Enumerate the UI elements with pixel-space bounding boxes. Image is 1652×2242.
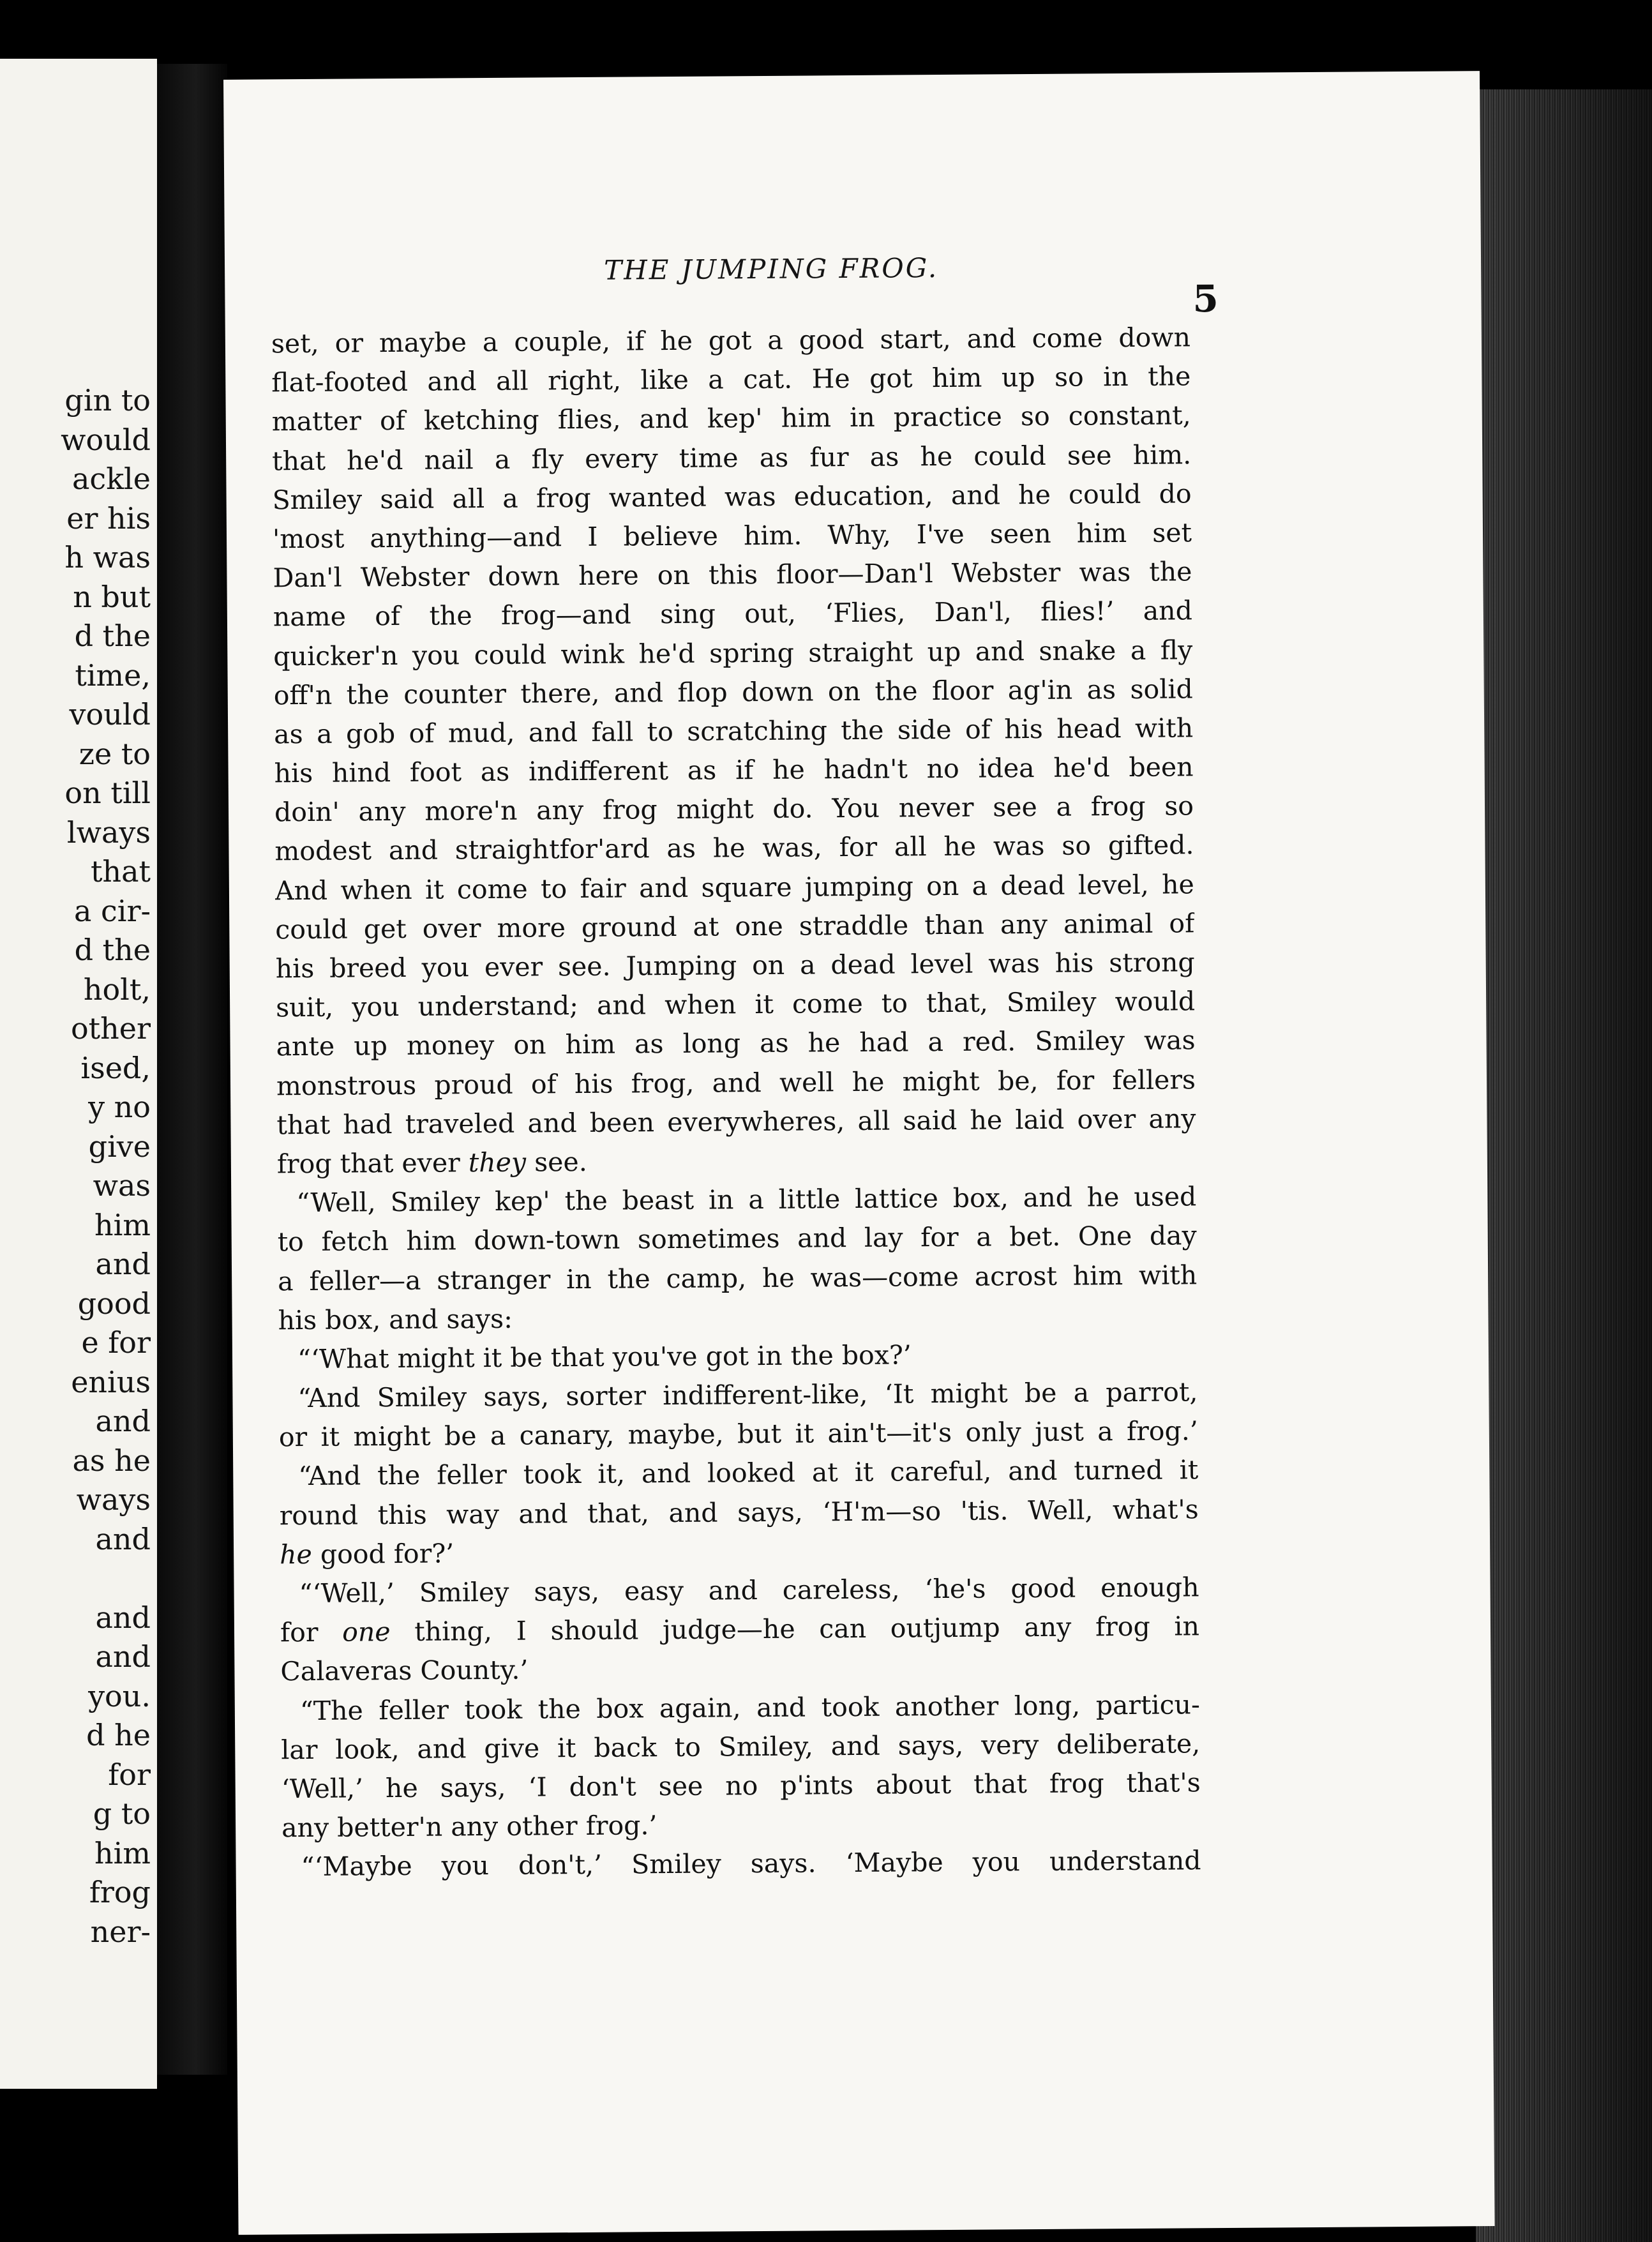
text-line: “‘Well,’ Smiley says, easy and careless, ‘he's good enough [299, 1572, 1199, 1609]
text-line: ‘Well,’ he says, ‘I don't see no p'ints about that frog that's [281, 1767, 1201, 1805]
text-line: Dan'l Webster down here on this floor—Dan'l Webster was the [273, 556, 1192, 594]
text-line: or it might be a canary, maybe, but it ain't—it's only just a frog.’ [278, 1415, 1199, 1453]
text-line: monstrous proud of his frog, and well he might be, for fellers [276, 1064, 1196, 1101]
left-page-fragment: ackle [72, 462, 151, 496]
page-number: 5 [1192, 276, 1219, 321]
left-page-fragment: good [77, 1286, 151, 1321]
left-page-fragment: that [90, 854, 151, 889]
left-page-fragment: n but [73, 579, 151, 614]
text-line: that had traveled and been everywheres, all said he laid over any [276, 1103, 1196, 1141]
left-page-fragment: g to [93, 1796, 151, 1831]
text-segment: see. [534, 1146, 587, 1178]
text-line: And when it come to fair and square jumping on a dead level, he [274, 868, 1195, 906]
text-line: name of the frog—and sing out, ‘Flies, Dan'l, flies!’ and [273, 595, 1193, 633]
left-page-text [0, 381, 151, 1952]
text-line: suit, you understand; and when it come to that, Smiley would [276, 986, 1196, 1023]
text-line: round this way and that, and says, ‘H'm—so 'tis. Well, what's [279, 1493, 1199, 1531]
left-page-fragment: e for [81, 1325, 151, 1360]
text-line: matter of ketching flies, and kep' him in practice so constant, [271, 400, 1191, 437]
text-line: set, or maybe a couple, if he got a good start, and come down [271, 322, 1191, 359]
text-line: his box, and says: [278, 1303, 513, 1336]
text-line: quicker'n you could wink he'd spring straight up and snake a fly [273, 634, 1193, 672]
emphasis-he: he [279, 1539, 312, 1570]
text-line: to fetch him down-town sometimes and lay for a bet. One day [277, 1220, 1197, 1258]
left-page-fragment: a cir- [73, 893, 151, 928]
text-segment: for [280, 1617, 319, 1648]
left-page-fragment: him [94, 1207, 151, 1242]
left-page-fragment: vould [69, 697, 151, 732]
text-line: “And the feller took it, and looked at it careful, and turned it [298, 1454, 1199, 1492]
text-line: 'most anything—and I believe him. Why, I've seen him set [272, 517, 1192, 555]
left-page-fragment: would [61, 422, 151, 457]
text-line: “Well, Smiley kep' the beast in a little lattice box, and he used [296, 1181, 1197, 1219]
left-page-fragment: ways [76, 1482, 151, 1517]
left-page-fragment [0, 1559, 151, 1599]
text-line: modest and straightfor'ard as he was, for all he was so gifted. [274, 829, 1194, 867]
left-page-fragment: er his [66, 500, 151, 536]
left-page-fragment: as he [72, 1443, 151, 1478]
body-text [271, 318, 1201, 1886]
text-line: Calaveras County.’ [280, 1654, 529, 1687]
book-gutter [157, 64, 227, 2075]
text-line: doin' any more'n any frog might do. You never see a frog so [274, 790, 1194, 828]
left-page-fragment: for [108, 1757, 151, 1792]
text-line: flat-footed and all right, like a cat. He got him up so in the [271, 361, 1191, 398]
text-line: his breed you ever see. Jumping on a dead level was his strong [275, 947, 1195, 984]
text-segment: thing, I should judge—he can outjump any frog in [414, 1611, 1200, 1648]
text-line [280, 1607, 1199, 1652]
left-page-fragment: time, [75, 658, 151, 693]
text-line: Smiley said all a frog wanted was education, and he could do [272, 478, 1192, 516]
text-line: “And Smiley says, sorter indifferent-like, ‘It might be a parrot, [297, 1376, 1198, 1414]
left-page-fragment: h was [64, 540, 151, 575]
left-page-fragment: and [95, 1639, 151, 1674]
left-page-fragment: and [95, 1247, 151, 1281]
left-page-fragment: you. [88, 1678, 151, 1713]
text-line: off'n the counter there, and flop down on the floor ag'in as solid [273, 673, 1193, 711]
text-line [277, 1138, 1196, 1184]
left-page-fragment: him [94, 1835, 151, 1870]
text-line: “The feller took the box again, and took another long, particu- [299, 1689, 1200, 1726]
text-line: ante up money on him as long as he had a red. Smiley was [276, 1025, 1196, 1062]
left-page-fragment: and [95, 1404, 151, 1438]
left-page-fragment: give [88, 1129, 151, 1164]
emphasis-they: they [468, 1147, 527, 1178]
left-page-fragment: lways [66, 815, 151, 850]
left-page-fragment: holt, [83, 972, 151, 1007]
text-line: any better'n any other frog.’ [281, 1810, 657, 1844]
left-page-fragment: d the [74, 619, 151, 653]
text-segment: frog that ever [276, 1147, 460, 1180]
text-line: could get over more ground at one straddle than any animal of [275, 908, 1195, 945]
text-line: “‘Maybe you don't,’ Smiley says. ‘Maybe you understand [301, 1845, 1201, 1883]
emphasis-one: one [342, 1616, 391, 1648]
left-page-fragment: on till [64, 776, 151, 810]
left-page-fragment: was [93, 1168, 151, 1203]
page-edges [1476, 89, 1652, 2242]
text-line: his hind foot as indifferent as if he hadn't no idea he'd been [274, 751, 1194, 789]
left-page-fragment: d the [74, 933, 151, 967]
left-page-fragment: y no [88, 1090, 151, 1124]
left-page-fragment: gin to [64, 383, 151, 418]
running-head: THE JUMPING FROG. [603, 252, 939, 286]
text-line: as a gob of mud, and fall to scratching the side of his head with [274, 712, 1194, 750]
text-line: lar look, and give it back to Smiley, and says, very deliberate, [281, 1728, 1201, 1766]
text-line: a feller—a stranger in the camp, he was—come acrost him with [277, 1259, 1198, 1297]
text-segment: good for?’ [320, 1538, 454, 1570]
left-page-fragment: other [70, 1011, 151, 1046]
left-facing-page [0, 59, 157, 2089]
left-page-fragment: ner- [90, 1914, 151, 1949]
text-line: that he'd nail a fly every time as fur as he could see him. [272, 439, 1192, 476]
left-page-fragment: and [95, 1521, 151, 1556]
main-page [223, 71, 1495, 2235]
text-line: “‘What might it be that you've got in the box?’ [297, 1339, 912, 1374]
left-page-fragment: frog [89, 1875, 151, 1909]
text-line [280, 1529, 1199, 1574]
left-page-fragment: d he [86, 1718, 151, 1752]
left-page-fragment: enius [71, 1364, 151, 1399]
left-page-fragment: ised, [80, 1050, 151, 1085]
left-page-fragment: and [95, 1600, 151, 1635]
left-page-fragment: ze to [79, 736, 151, 771]
